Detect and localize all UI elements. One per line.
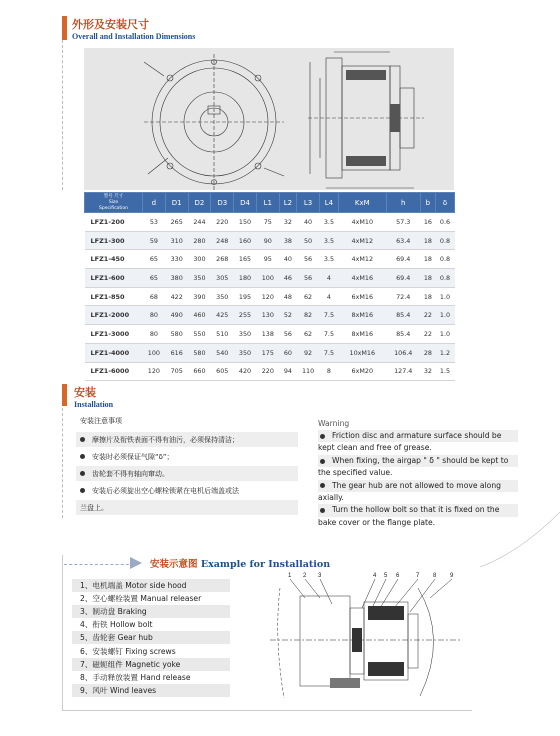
- spec-value-cell: 4: [319, 269, 338, 288]
- spec-value-cell: 63.4: [386, 231, 420, 250]
- spec-model-cell: LFZ1-450: [85, 250, 143, 269]
- part-item: 4、衔铁 Hollow bolt: [80, 620, 153, 630]
- spec-header-cell: L1: [256, 193, 279, 213]
- part-item: 5、齿轮套 Gear hub: [72, 631, 230, 644]
- spec-value-cell: 22: [420, 325, 435, 344]
- spec-value-cell: 95: [256, 250, 279, 269]
- spec-value-cell: 422: [165, 287, 188, 306]
- spec-value-cell: 85.4: [386, 306, 420, 325]
- installation-diagram: [270, 568, 460, 708]
- spec-value-cell: 350: [211, 287, 234, 306]
- spec-value-cell: 510: [211, 325, 234, 344]
- spec-value-cell: 138: [256, 325, 279, 344]
- spec-value-cell: 305: [211, 269, 234, 288]
- spec-header-cell: L2: [279, 193, 296, 213]
- example-title-cn: 安装示意图: [150, 559, 198, 570]
- spec-value-cell: 32: [279, 213, 296, 232]
- example-title-en: Example for Installation: [200, 559, 331, 570]
- part-item: 1、电机端盖 Motor side hood: [72, 579, 230, 592]
- note-cn-item: 齿轮套不得有轴向窜动。: [76, 466, 298, 483]
- spec-value-cell: 40: [279, 250, 296, 269]
- spec-value-cell: 56: [297, 269, 320, 288]
- spec-value-cell: 6xM20: [338, 362, 386, 381]
- spec-value-cell: 0.8: [435, 231, 454, 250]
- spec-value-cell: 1.2: [435, 343, 454, 362]
- spec-value-cell: 0.8: [435, 250, 454, 269]
- spec-model-cell: LFZ1-2000: [85, 306, 143, 325]
- frame-line: [62, 555, 63, 710]
- callout-label: 5: [384, 573, 388, 579]
- spec-value-cell: 425: [211, 306, 234, 325]
- spec-value-cell: 580: [188, 343, 211, 362]
- spec-value-cell: 280: [188, 231, 211, 250]
- spec-value-cell: 130: [256, 306, 279, 325]
- bullet-icon: [320, 483, 325, 488]
- spec-value-cell: 6xM16: [338, 287, 386, 306]
- spec-value-cell: 32: [420, 362, 435, 381]
- spec-value-cell: 57.3: [386, 213, 420, 232]
- spec-value-cell: 540: [211, 343, 234, 362]
- spec-value-cell: 300: [188, 250, 211, 269]
- spec-value-cell: 165: [234, 250, 257, 269]
- spec-value-cell: 65: [143, 269, 166, 288]
- section-rule: [62, 40, 63, 190]
- spec-value-cell: 8xM16: [338, 325, 386, 344]
- bullet-icon: [320, 508, 325, 513]
- spec-value-cell: 1.0: [435, 287, 454, 306]
- spec-value-cell: 490: [165, 306, 188, 325]
- spec-value-cell: 8xM16: [338, 306, 386, 325]
- spec-value-cell: 180: [234, 269, 257, 288]
- spec-value-cell: 100: [256, 269, 279, 288]
- spec-value-cell: 50: [297, 231, 320, 250]
- spec-header-cell: D2: [188, 193, 211, 213]
- callout-label: 7: [416, 573, 420, 579]
- note-cn-item: 摩擦片及衔铁表面不得有油污，必须保持清洁；: [76, 432, 298, 449]
- spec-value-cell: 4xM10: [338, 213, 386, 232]
- spec-value-cell: 350: [188, 269, 211, 288]
- spec-value-cell: 82: [297, 306, 320, 325]
- callout-label: 9: [450, 573, 454, 579]
- spec-value-cell: 580: [165, 325, 188, 344]
- spec-header-cell: L4: [319, 193, 338, 213]
- spec-header-cell: D1: [165, 193, 188, 213]
- callout-label: 1: [288, 573, 292, 579]
- note-cn-item-cont: 兰盘上。: [76, 500, 298, 517]
- part-item: 3、制动盘 Braking: [72, 605, 230, 618]
- note-cn-item: 安装后必须旋出空心螺栓锁紧在电机后端盖或法: [76, 483, 298, 500]
- spec-table-header-row: [85, 193, 455, 213]
- spec-value-cell: 550: [188, 325, 211, 344]
- spec-value-cell: 92: [297, 343, 320, 362]
- spec-value-cell: 68: [143, 287, 166, 306]
- spec-table-row: [85, 362, 455, 381]
- callout-label: 4: [373, 573, 377, 579]
- section-rule: [62, 408, 63, 518]
- spec-header-cell: D4: [234, 193, 257, 213]
- spec-value-cell: 18: [420, 250, 435, 269]
- spec-table: [84, 192, 455, 381]
- brake-drawing-svg: [84, 48, 454, 190]
- spec-table-row: [85, 269, 455, 288]
- section-header-installation: [74, 384, 113, 409]
- spec-table-row: [85, 306, 455, 325]
- frame-line: [62, 710, 472, 711]
- spec-value-cell: 90: [256, 231, 279, 250]
- part-item: 9、风叶 Wind leaves: [72, 684, 230, 697]
- spec-value-cell: 127.4: [386, 362, 420, 381]
- spec-value-cell: 65: [143, 250, 166, 269]
- spec-value-cell: 62: [297, 325, 320, 344]
- spec-value-cell: 705: [165, 362, 188, 381]
- part-item: 7、磁轭组件 Magnetic yoke: [72, 658, 230, 671]
- spec-value-cell: 72.4: [386, 287, 420, 306]
- note-en-item: Turn the hollow bolt so that it is fixed on the bake cover or the flange plate.: [318, 504, 518, 529]
- spec-value-cell: 1.5: [435, 362, 454, 381]
- spec-value-cell: 28: [420, 343, 435, 362]
- spec-header-cell: d: [143, 193, 166, 213]
- spec-value-cell: 56: [297, 250, 320, 269]
- spec-value-cell: 40: [297, 213, 320, 232]
- spec-value-cell: 330: [165, 250, 188, 269]
- part-item: 6、安装螺钉 Fixing screws: [80, 646, 176, 656]
- spec-value-cell: 1.0: [435, 306, 454, 325]
- note-cn-item: 安装时必须保证气隙“δ”；: [76, 449, 298, 466]
- spec-value-cell: 3.5: [319, 231, 338, 250]
- spec-value-cell: 248: [211, 231, 234, 250]
- spec-value-cell: 160: [234, 231, 257, 250]
- spec-value-cell: 150: [234, 213, 257, 232]
- spec-value-cell: 56: [279, 325, 296, 344]
- spec-value-cell: 7.5: [319, 306, 338, 325]
- callout-label: 6: [396, 573, 400, 579]
- spec-value-cell: 3.5: [319, 250, 338, 269]
- spec-value-cell: 390: [188, 287, 211, 306]
- spec-table-body: [85, 213, 455, 381]
- spec-value-cell: 268: [211, 250, 234, 269]
- spec-value-cell: 310: [165, 231, 188, 250]
- spec-model-cell: LFZ1-3000: [85, 325, 143, 344]
- parts-list: [72, 579, 230, 697]
- spec-header-cell: h: [386, 193, 420, 213]
- spec-value-cell: 244: [188, 213, 211, 232]
- spec-value-cell: 100: [143, 343, 166, 362]
- spec-value-cell: 120: [256, 287, 279, 306]
- notes-en-title: Warning: [318, 419, 350, 428]
- spec-value-cell: 69.4: [386, 269, 420, 288]
- spec-value-cell: 220: [211, 213, 234, 232]
- spec-value-cell: 18: [420, 269, 435, 288]
- spec-value-cell: 75: [256, 213, 279, 232]
- spec-value-cell: 660: [188, 362, 211, 381]
- spec-value-cell: 350: [234, 343, 257, 362]
- spec-model-cell: LFZ1-200: [85, 213, 143, 232]
- spec-table-row: [85, 250, 455, 269]
- spec-value-cell: 60: [279, 343, 296, 362]
- spec-value-cell: 120: [143, 362, 166, 381]
- bullet-icon: [80, 488, 85, 493]
- spec-value-cell: 8: [319, 362, 338, 381]
- spec-table-row: [85, 231, 455, 250]
- callout-label: 2: [303, 573, 307, 579]
- note-en-item: The gear hub are not allowed to move along axially.: [318, 480, 518, 505]
- spec-value-cell: 195: [234, 287, 257, 306]
- spec-value-cell: 4xM12: [338, 231, 386, 250]
- spec-value-cell: 420: [234, 362, 257, 381]
- spec-model-cell: LFZ1-850: [85, 287, 143, 306]
- spec-model-cell: LFZ1-4000: [85, 343, 143, 362]
- spec-value-cell: 380: [165, 269, 188, 288]
- spec-value-cell: 53: [143, 213, 166, 232]
- spec-value-cell: 605: [211, 362, 234, 381]
- spec-model-cell: LFZ1-600: [85, 269, 143, 288]
- bullet-icon: [80, 454, 85, 459]
- note-en-item: Friction disc and armature surface should be kept clean and free of grease.: [318, 430, 518, 455]
- spec-value-cell: 220: [256, 362, 279, 381]
- spec-value-cell: 80: [143, 306, 166, 325]
- spec-value-cell: 80: [143, 325, 166, 344]
- bullet-icon: [80, 471, 85, 476]
- spec-model-cell: LFZ1-6000: [85, 362, 143, 381]
- spec-value-cell: 7.5: [319, 343, 338, 362]
- spec-value-cell: 59: [143, 231, 166, 250]
- spec-model-cell: LFZ1-300: [85, 231, 143, 250]
- spec-value-cell: 175: [256, 343, 279, 362]
- section-marker: [62, 16, 67, 40]
- spec-value-cell: 18: [420, 231, 435, 250]
- part-item: 2、空心螺栓装置 Manual releaser: [80, 594, 202, 604]
- spec-header-cell: KxM: [338, 193, 386, 213]
- spec-value-cell: 16: [420, 213, 435, 232]
- spec-value-cell: 22: [420, 306, 435, 325]
- decorative-arc: [480, 512, 560, 572]
- spec-value-cell: 460: [188, 306, 211, 325]
- bullet-icon: [320, 459, 325, 464]
- spec-value-cell: 10xM16: [338, 343, 386, 362]
- spec-header-cell: δ: [435, 193, 454, 213]
- spec-table-row: [85, 325, 455, 344]
- spec-header-cell: L3: [297, 193, 320, 213]
- callout-label: 3: [318, 573, 322, 579]
- part-item: 8、手动释放装置 Hand release: [80, 672, 191, 682]
- spec-value-cell: 38: [279, 231, 296, 250]
- section-title-en: Overall and Installation Dimensions: [72, 32, 196, 41]
- spec-table-row: [85, 287, 455, 306]
- section-marker: [62, 384, 67, 406]
- section-title-en: Installation: [74, 400, 114, 409]
- spec-header-cell: b: [420, 193, 435, 213]
- spec-value-cell: 18: [420, 287, 435, 306]
- spec-value-cell: 46: [279, 269, 296, 288]
- section-title-cn: 外形及安装尺寸: [72, 18, 149, 31]
- spec-header-cell: D3: [211, 193, 234, 213]
- spec-value-cell: 4xM12: [338, 250, 386, 269]
- spec-value-cell: 265: [165, 213, 188, 232]
- spec-header-model: 型号 尺寸 Size Specification: [85, 193, 143, 213]
- note-en-item: When fixing, the airgap " δ " should be kept to the specified value.: [318, 455, 518, 480]
- spec-value-cell: 0.8: [435, 269, 454, 288]
- spec-value-cell: 106.4: [386, 343, 420, 362]
- spec-value-cell: 0.6: [435, 213, 454, 232]
- spec-value-cell: 4: [319, 287, 338, 306]
- example-rule: [64, 564, 134, 565]
- bullet-icon: [320, 434, 325, 439]
- spec-value-cell: 7.5: [319, 325, 338, 344]
- notes-cn: [76, 416, 298, 517]
- spec-value-cell: 69.4: [386, 250, 420, 269]
- section-header-dimensions: [72, 16, 195, 41]
- section-title-cn: 安装: [74, 386, 96, 399]
- dimension-drawing: [84, 48, 454, 190]
- spec-value-cell: 48: [279, 287, 296, 306]
- spec-value-cell: 255: [234, 306, 257, 325]
- spec-value-cell: 62: [297, 287, 320, 306]
- callout-label: 8: [433, 573, 437, 579]
- spec-value-cell: 3.5: [319, 213, 338, 232]
- spec-value-cell: 85.4: [386, 325, 420, 344]
- spec-value-cell: 94: [279, 362, 296, 381]
- spec-value-cell: 52: [279, 306, 296, 325]
- spec-value-cell: 350: [234, 325, 257, 344]
- bullet-icon: [80, 437, 85, 442]
- spec-value-cell: 616: [165, 343, 188, 362]
- arrow-right-icon: [130, 557, 142, 569]
- spec-table-row: [85, 343, 455, 362]
- spec-value-cell: 110: [297, 362, 320, 381]
- spec-value-cell: 4xM16: [338, 269, 386, 288]
- spec-table-row: [85, 213, 455, 232]
- spec-value-cell: 1.0: [435, 325, 454, 344]
- notes-cn-title: 安装注意事项: [80, 417, 122, 425]
